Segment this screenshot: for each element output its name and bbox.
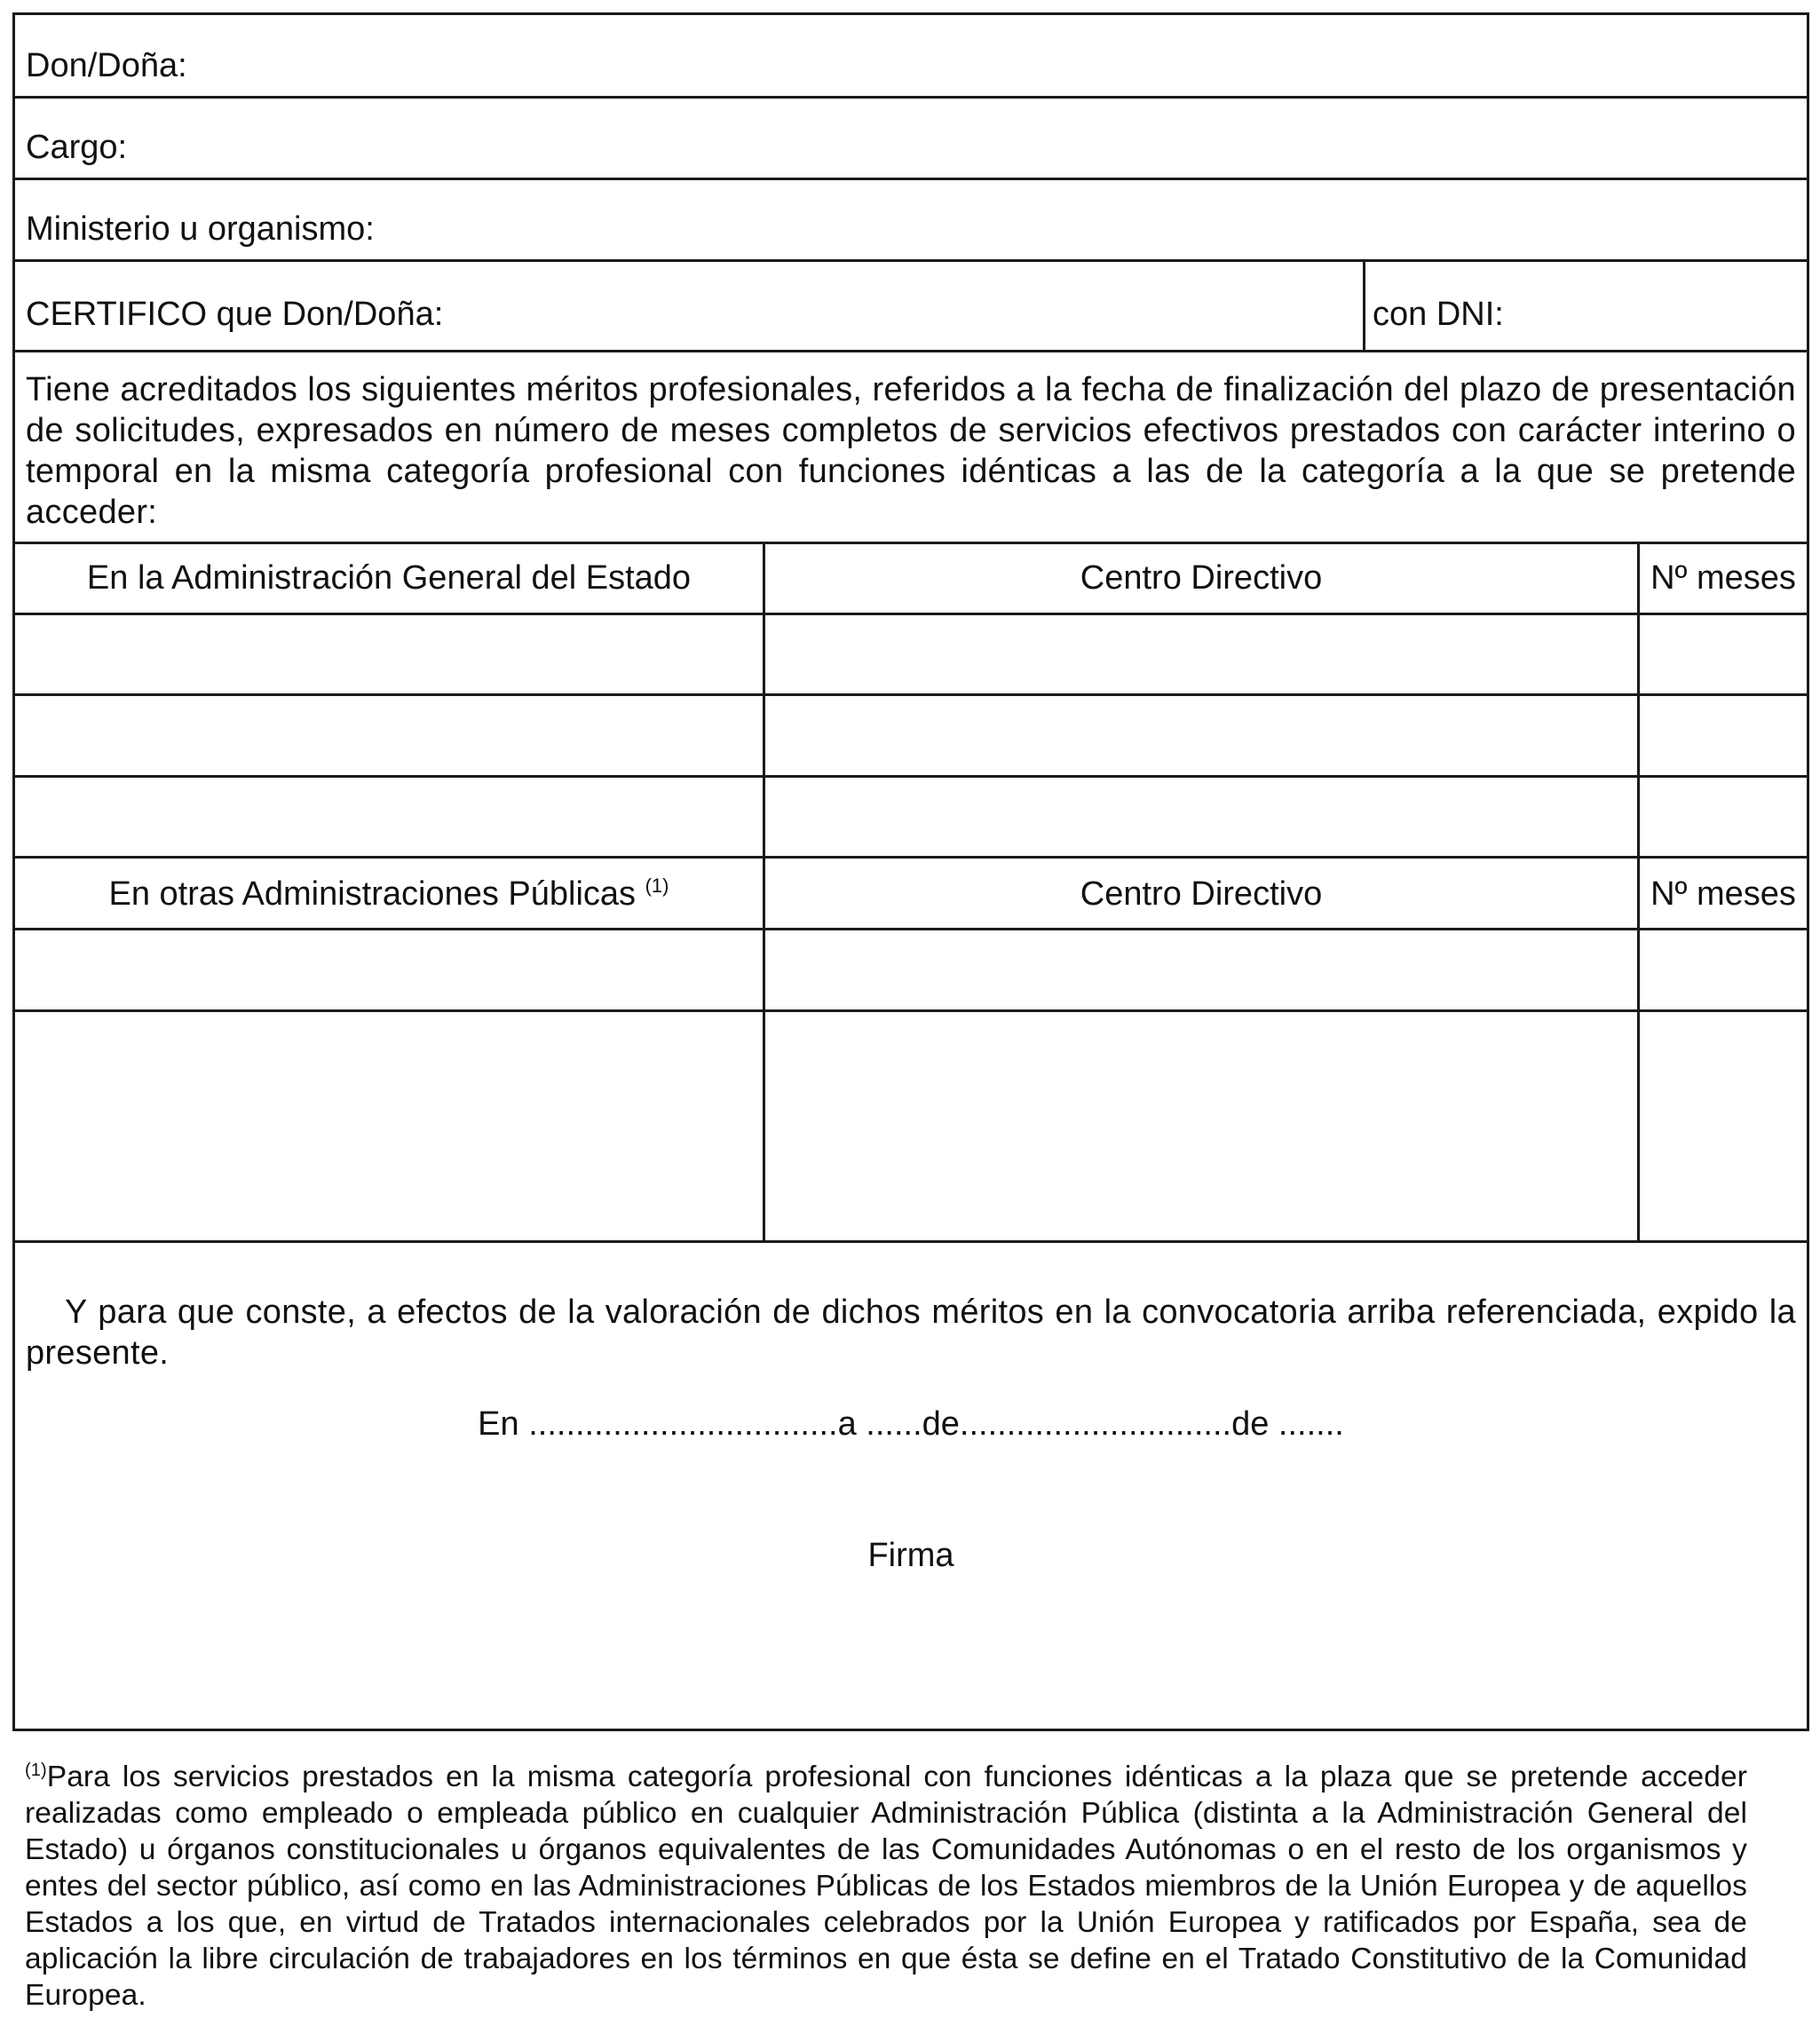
divider [15,542,1807,544]
section1-col2-header: Centro Directivo [1080,559,1323,597]
footnote-marker: (1) [25,1761,47,1780]
section1-col3-header: Nº meses [1650,559,1796,597]
divider [15,928,1807,930]
divider [15,856,1807,859]
don-dona-label: Don/Doña: [26,47,187,84]
section2-col2-header: Centro Directivo [1080,875,1323,913]
column-divider [763,542,765,1240]
dni-label: con DNI: [1373,296,1504,333]
certifico-label: CERTIFICO que Don/Doña: [26,296,444,333]
section2-col1-header [15,874,763,914]
section2-col1-label: En otras Administraciones Públicas [108,875,637,913]
divider [15,350,1807,352]
closing-paragraph: Y para que conste, a efectos de la valoración de dichos méritos en la convocatoria arriba referenciada, expido la presente. [26,1294,1796,1372]
date-line: En .................................a ......de.............................de ....... [478,1405,1344,1443]
certificate-form [12,12,1809,1731]
section1-col1-header: En la Administración General del Estado [86,559,692,597]
table-row-divider [15,693,1807,696]
divider [15,613,1807,615]
ministerio-label: Ministerio u organismo: [26,210,375,248]
table-row-divider [15,775,1807,778]
divider [1363,259,1365,350]
divider [15,1240,1807,1243]
table-row-divider [15,1009,1807,1012]
divider [15,178,1807,180]
divider [15,96,1807,99]
signature-label: Firma [867,1537,954,1574]
footnote-ref: (1) [645,874,669,897]
footnote-text: Para los servicios prestados en la misma categoría profesional con funciones idénticas a la plaza que se pretende acceder realizadas como empleado o empleada público en cualquier Administración Pública (distinta a la Administración General del Estado) u órganos constitucionales u órganos equivalentes de las Comunidades Autónomas o en el resto de los organismos y entes del sector público, así como en las Administraciones Públicas de los Estados miembros de la Unión Europea y de aquellos Estados a los que, en virtud de Tratados internacionales celebrados por la Unión Europea y ratificados por España, sea de aplicación la libre circulación de trabajadores en los términos en que ésta se define en el Tratado Constitutivo de la Comunidad Europea. [25,1761,1747,2012]
cargo-label: Cargo: [26,129,128,166]
section2-col3-header: Nº meses [1650,875,1796,913]
footnote [25,1759,1747,2014]
divider [15,259,1807,262]
intro-paragraph: Tiene acreditados los siguientes méritos profesionales, referidos a la fecha de finalización del plazo de presentación de solicitudes, expresados en número de meses completos de servicios efectivos prestados con carácter interino o temporal en la misma categoría profesional con funciones idénticas a las de la categoría a la que se pretende acceder: [26,371,1796,531]
column-divider [1637,542,1640,1240]
